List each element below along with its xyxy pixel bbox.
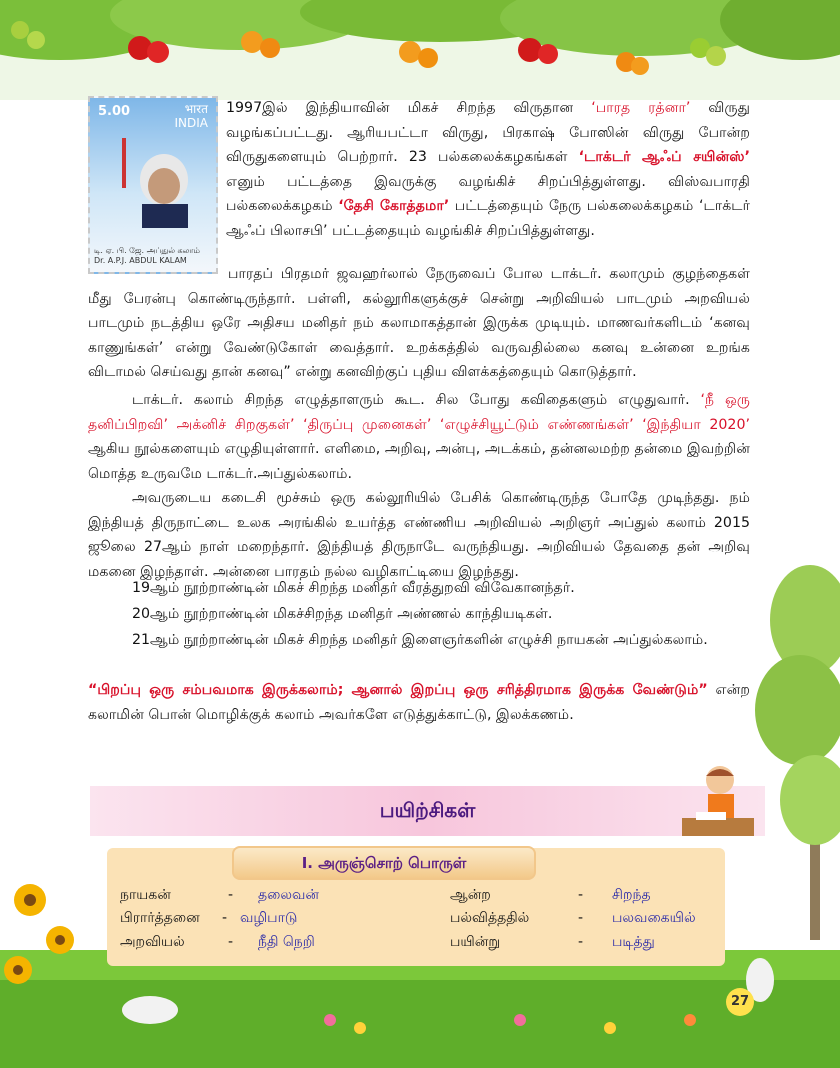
line-19th-century: 19ஆம் நூற்றாண்டின் மிகச் சிறந்த மனிதர் வீரத்துறவி விவேகானந்தர். xyxy=(132,580,575,596)
line-20th-century: 20ஆம் நூற்றாண்டின் மிகச்சிறந்த மனிதர் அண்ணல் காந்தியடிகள். xyxy=(132,606,553,622)
vocab-term: பிரார்த்தனை xyxy=(120,910,200,926)
fruit-tree-banner xyxy=(0,0,840,100)
paragraph-death xyxy=(88,486,750,584)
vocab-dash: - xyxy=(578,887,584,903)
desi-kothama-highlight: ‘தேசி கோத்தமா’ xyxy=(338,198,450,214)
para2-text: பாரதப் பிரதமர் ஜவஹர்லால் நேருவைப் போல டாக்டர். கலாமும் குழந்தைகள் மீது பேரன்பு கொண்டிருந்தார். பள்ளி, கல்லூரிகளுக்குச் சென்று அறிவியல் பாடமும் அறவியல் பாடமும் நடத்திய ஒரே அதிசய மனிதர் நம் கலாமாகத்தான் இருக்க முடியும். மாணவர்களிடம் ‘கனவு காணுங்கள்’ என்று வேண்டுகோள் வைத்தார். உறக்கத்தில் வருவதில்லை கனவு உன்னை உறங்க விடாமல் செய்வது தான் கனவு” என்று கனவிற்குப் புதிய விளக்கத்தையும் கொடுத்தார். xyxy=(88,266,750,380)
portrait-illustration xyxy=(112,138,202,228)
vocab-meaning: நீதி நெறி xyxy=(258,934,315,950)
vocab-meaning: படித்து xyxy=(612,934,655,950)
books-highlight: ‘நீ ஒரு தனிப்பிறவி’ அக்னிச் சிறகுகள்’ ‘திருப்பு முனைகள்’ ‘எழுச்சியூட்டும் எண்ணங்கள்’ ‘இந்தியா 2020’ xyxy=(88,392,750,433)
vocab-meaning: வழிபாடு xyxy=(240,910,298,926)
vocab-term: பயின்று xyxy=(450,934,501,950)
vocab-meaning: தலைவன் xyxy=(258,887,319,903)
stamp-caption-tamil: டி. ஏ. பி. ஜே. அப்துல் கலாம் xyxy=(94,246,200,255)
page-number: 27 xyxy=(726,988,754,1016)
vocab-dash: - xyxy=(578,910,584,926)
exercises-title: பயிற்சிகள் xyxy=(379,798,476,822)
vocab-term: பல்வித்ததில் xyxy=(450,910,530,926)
para4-text: அவருடைய கடைசி மூச்சும் ஒரு கல்லூரியில் பேசிக் கொண்டிருந்த போதே முடிந்தது. நம் இந்தியத் திருநாட்டை உலக அரங்கில் உயர்த்த எண்ணிய அறிவியல் அறிஞர் அப்துல் கலாம் 2015 ஜூலை 27ஆம் நாள் மறைந்தார். இந்தியத் திருநாடே வருந்தியது. அறிவியல் தேவதை தன் அறிவு மகனை இழந்தாள். அன்னை பாரதம் நல்ல வழிகாட்டியை இழந்தது. xyxy=(88,490,750,580)
paragraph-writer xyxy=(88,388,750,486)
para1-text-c: விருது வழங்கப்பட்டது. ஆரியபட்டா விருது, பிரகாஷ் போஸின் விருது போன்ற விருதுகளையும் பெற்றார். 23 பல்கலைக்கழகங்கள் xyxy=(226,100,751,165)
doctor-of-science-highlight: ‘டாக்டர் ஆஃப் சயின்ஸ்’ xyxy=(578,149,751,165)
paragraph-awards xyxy=(226,96,750,243)
vocab-dash: - xyxy=(578,934,584,950)
vocab-dash: - xyxy=(228,934,234,950)
vocab-meaning: சிறந்த xyxy=(612,887,651,903)
para1-text-e: எனும் பட்டத்தை இவருக்கு வழங்கிச் சிறப்பித்துள்ளது. விஸ்வபாரதி பல்கலைக்கழகம் xyxy=(226,173,750,214)
para3-text-c: ஆகிய நூல்களையும் எழுதியுள்ளார். எளிமை, அறிவு, அன்பு, அடக்கம், தன்னலமற்ற தன்மை இவற்றின் மொத்த உருவமே டாக்டர்.அப்துல்கலாம். xyxy=(88,441,750,482)
line-21st-century: 21ஆம் நூற்றாண்டின் மிகச் சிறந்த மனிதர் இளைஞர்களின் எழுச்சி நாயகன் அப்துல்கலாம். xyxy=(132,632,708,648)
vocab-term: அறவியல் xyxy=(120,934,185,950)
vocab-term: ஆன்ற xyxy=(450,887,491,903)
para1-text-g: பட்டத்தையும் நேரு பல்கலைக்கழகம் ‘டாக்டர் ஆஃப் பிலாசபி’ பட்டத்தையும் வழங்கிச் சிறப்பித்துள்ளது. xyxy=(226,198,750,239)
stamp-country-english: INDIA xyxy=(174,116,208,130)
para3-text-a: டாக்டர். கலாம் சிறந்த எழுத்தாளரும் கூட. சில போது கவிதைகளும் எழுதுவார். xyxy=(132,392,701,408)
vocab-dash: - xyxy=(228,887,234,903)
kalam-quote xyxy=(88,678,750,727)
bharat-ratna-highlight: ‘பாரத ரத்னா’ xyxy=(591,100,691,116)
vocabulary-heading: I. அருஞ்சொற் பொருள் xyxy=(232,846,536,880)
stamp-caption-english: Dr. A.P.J. ABDUL KALAM xyxy=(94,256,187,265)
para1-text-a: 1997இல் இந்தியாவின் மிகச் சிறந்த விருதான xyxy=(226,100,592,116)
stamp-country-hindi: भारत xyxy=(184,102,208,116)
vocab-dash: - xyxy=(222,910,228,926)
kalam-postage-stamp xyxy=(88,96,218,274)
quote-red-text: “பிறப்பு ஒரு சம்பவமாக இருக்கலாம்; ஆனால் இறப்பு ஒரு சரித்திரமாக இருக்க வேண்டும்” xyxy=(88,682,708,698)
stamp-price: 5.00 xyxy=(98,104,131,119)
paragraph-children xyxy=(88,262,750,385)
stamp-country xyxy=(174,102,208,130)
exercises-banner xyxy=(90,786,765,836)
vocab-term: நாயகன் xyxy=(120,887,171,903)
vocab-meaning: பலவகையில் xyxy=(612,910,696,926)
quote-rest-text: என்ற கலாமின் பொன் மொழிக்குக் கலாம் அவர்களே எடுத்துக்காட்டு, இலக்கணம். xyxy=(88,682,750,723)
student-writing-illustration xyxy=(678,762,758,838)
